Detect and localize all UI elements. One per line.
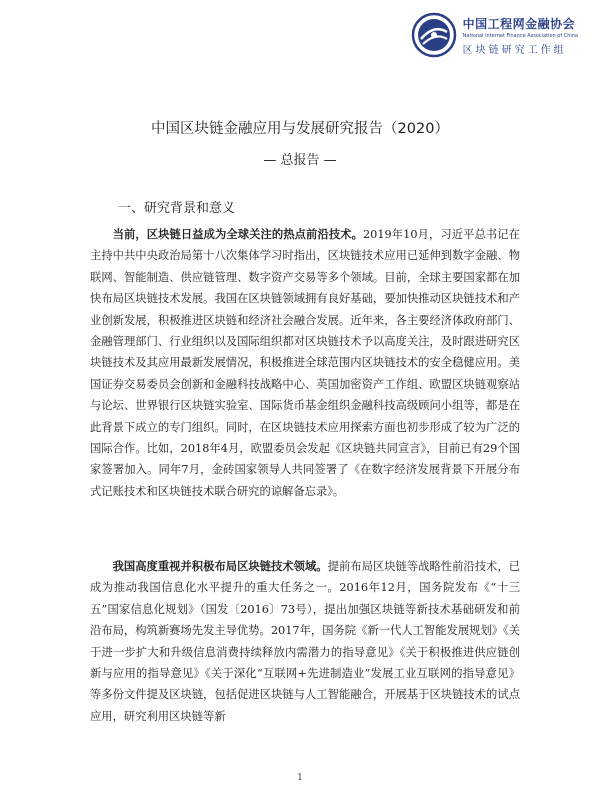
- paragraph-body: 2019年10月，习近平总书记在主持中共中央政治局第十八次集体学习时指出，区块链技术应用已延伸到数字金融、物联网、智能制造、供应链管理、数字资产交易等多个领域。目前，全球主要国家都在加快布局区块链技术发展。我国在区块链领域拥有良好基础，要加快推动区块链技术和产业创新发展，积极推进区块链和经济社会融合发展。近年来，各主要经济体政府部门、金融管理部门、行业组织以及国际组织都对区块链技术予以高度关注，及时跟进研究区块链技术及其应用最新发展情况，积极推进全球范围内区块链技术的安全稳健应用。美国证券交易委员会创新和金融科技战略中心、英国加密资产工作组、欧盟区块链观察站与论坛、世界银行区块链实验室、国际货币基金组织金融科技高级顾问小组等，都是在此背景下成立的专门组织。同时，在区块链技术应用探索方面也初步形成了较为广泛的国际合作。比如，2018年4月，欧盟委员会发起《区块链共同宣言》，目前已有29个国家签署加入。同年7月，金砖国家领导人共同签署了《在数字经济发展背景下开展分布式记账技术和区块链技术联合研究的谅解备忘录》。: [90, 228, 520, 498]
- section-heading: 一、研究背景和意义: [118, 201, 236, 216]
- org-name-en: National Internet Finance Association of China: [462, 32, 578, 39]
- paragraph-body: 提前布局区块链等战略性前沿技术，已成为推动我国信息化水平提升的重大任务之一。2016年12月，国务院发布《“十三五”国家信息化规划》（国发〔2016〕73号），提出加强区块链等新技术基础研发和前沿布局，构筑新赛场先发主导优势。2017年，国务院《新一代人工智能发展规划》《关于进一步扩大和升级信息消费持续释放内需潜力的指导意见》《关于积极推进供应链创新与应用的指导意见》《关于深化“互联网+先进制造业”发展工业互联网的指导意见》等多份文件提及区块链，包括促进区块链与人工智能融合，开展基于区块链技术的试点应用，研究利用区块链等新: [90, 560, 520, 723]
- body-paragraph-2: [90, 556, 520, 727]
- org-logo: [411, 12, 578, 58]
- report-subtitle: — 总报告 —: [263, 153, 337, 168]
- page-number: 1: [297, 773, 303, 783]
- report-title: 中国区块链金融应用与发展研究报告（2020）: [151, 121, 449, 137]
- org-name-cn: 中国工程网金融协会: [462, 16, 576, 31]
- body-paragraph-1: [90, 224, 520, 502]
- org-subgroup: 区块链研究工作组: [462, 44, 567, 56]
- paragraph-lead: 当前，区块链日益成为全球关注的热点前沿技术。: [112, 228, 363, 241]
- association-emblem-icon: [411, 12, 457, 58]
- paragraph-lead: 我国高度重视并积极布局区块链技术领域。: [112, 560, 328, 573]
